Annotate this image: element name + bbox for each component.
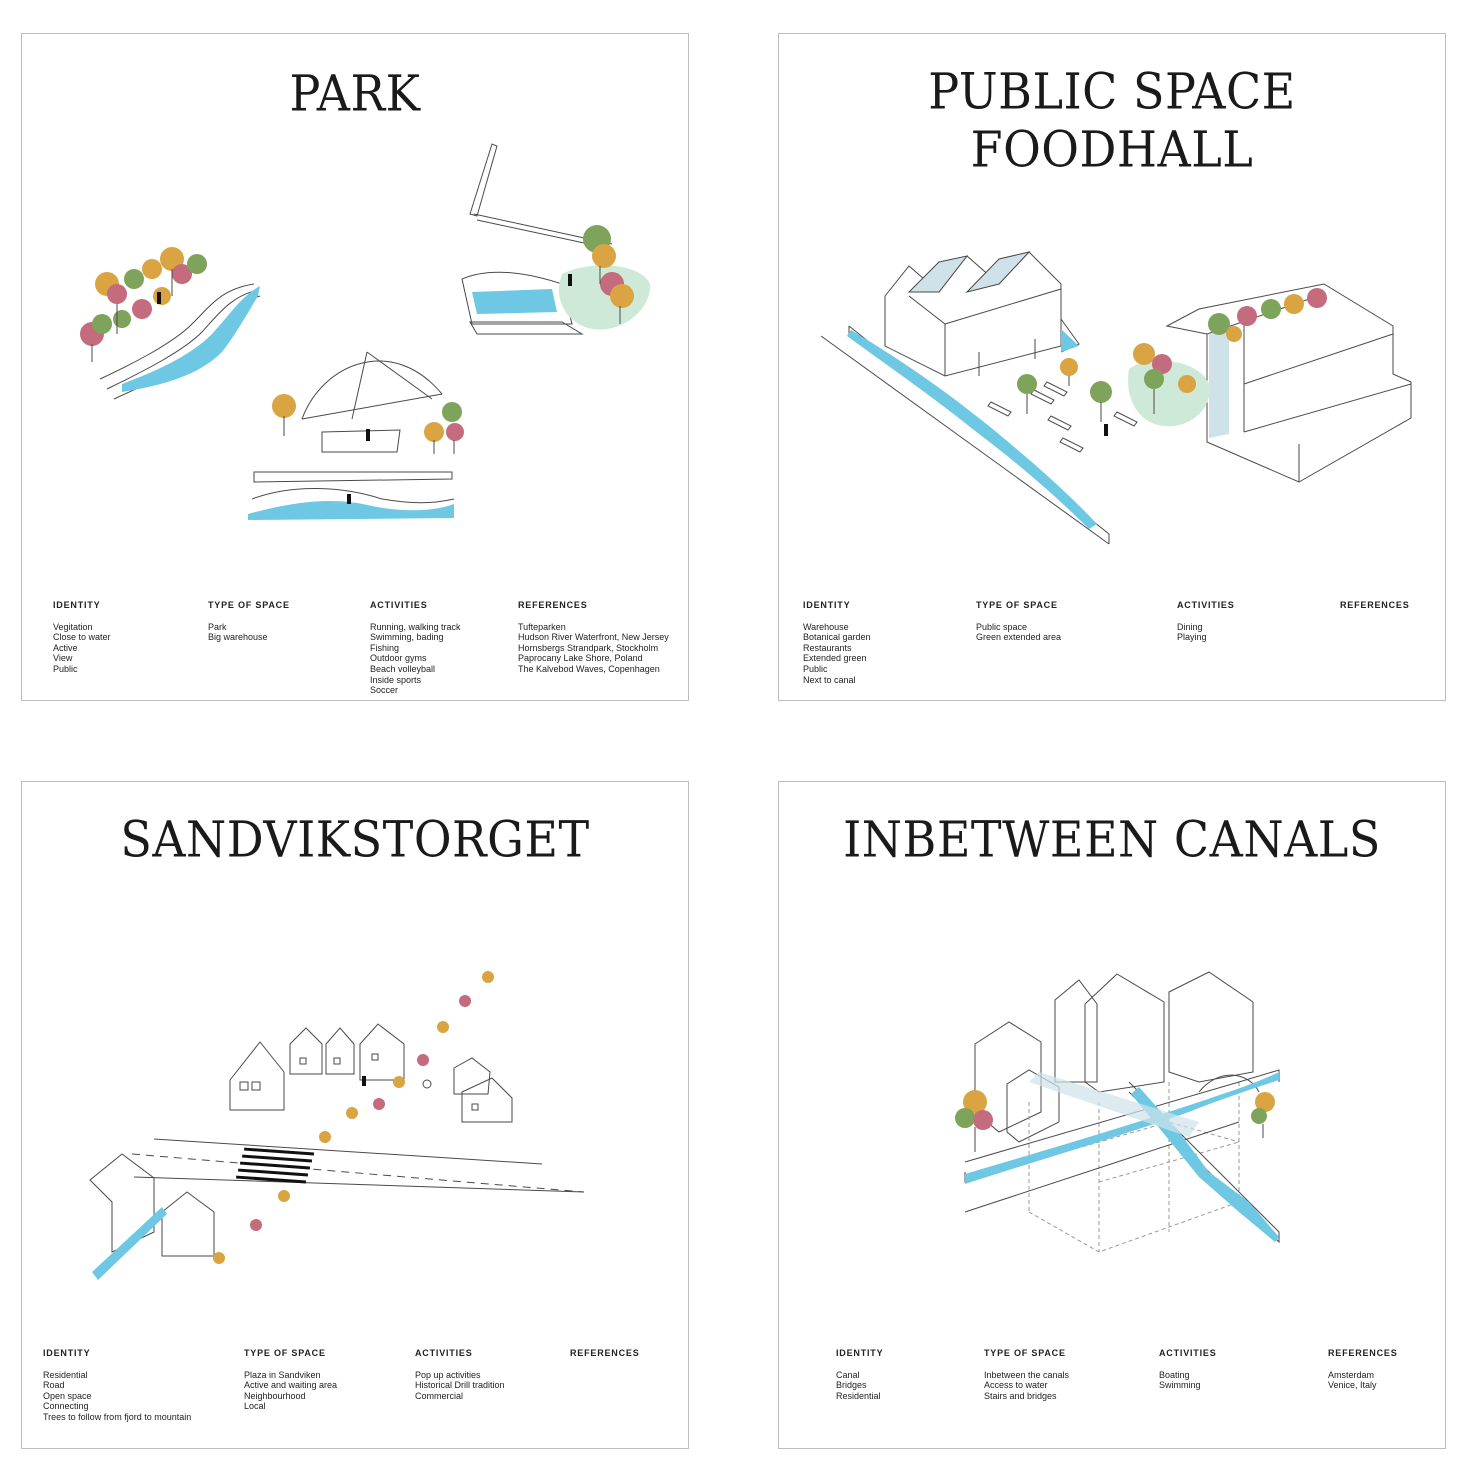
column-item: View [53,653,73,664]
warehouse-left [885,252,1079,376]
houses-lower [90,1154,214,1256]
column-item: Hornsbergs Strandpark, Stockholm [518,642,659,653]
column-head: REFERENCES [1328,1348,1398,1358]
column-head: ACTIVITIES [370,600,428,610]
column-item: Outdoor gyms [370,653,427,664]
column-activities [1159,1348,1217,1391]
dome-structure [302,352,442,452]
column-item: Warehouse [803,621,849,632]
column-item: Inside sports [370,674,422,685]
column-item: Public space [976,621,1028,632]
column-item: Trees to follow from fjord to mountain [43,1411,192,1422]
column-identity [53,600,111,675]
column-item: Inbetween the canals [984,1369,1070,1380]
column-references [570,1348,640,1370]
column-item: Green extended area [976,632,1062,643]
column-item: Commercial [415,1390,464,1401]
column-type-of-space [208,600,290,643]
panel-public-space-foodhall [778,33,1446,701]
column-head: TYPE OF SPACE [976,600,1058,610]
road [132,1139,584,1192]
houses-upper [230,1024,512,1122]
column-item: Plaza in Sandviken [244,1369,321,1380]
panel-title-line-2: FOODHALL [970,119,1254,179]
column-item: The Kalvebod Waves, Copenhagen [518,663,660,674]
column-references [1340,600,1410,622]
column-item: Beach volleyball [370,663,436,674]
column-item: Paprocany Lake Shore, Poland [518,653,643,664]
column-type-of-space [244,1348,337,1412]
column-item: Big warehouse [208,632,268,643]
park-illustration [22,34,690,594]
column-item: Local [244,1401,266,1412]
foodhall-illustration [779,34,1447,594]
column-item: Next to canal [803,674,856,685]
column-item: Public [53,663,78,674]
fjord-water [92,1207,167,1280]
column-head: ACTIVITIES [415,1348,473,1358]
column-identity [43,1348,191,1423]
column-head: ACTIVITIES [1177,600,1235,610]
column-head: REFERENCES [570,1348,640,1358]
column-head: IDENTITY [53,600,101,610]
column-item: Public [803,663,828,674]
column-item: Pop up activities [415,1369,481,1380]
column-activities [415,1348,505,1401]
column-head: IDENTITY [836,1348,884,1358]
column-identity [836,1348,883,1401]
column-item: Botanical garden [803,632,871,643]
park-water-right [472,289,557,314]
column-item: Park [208,621,227,632]
column-item: Active and waiting area [244,1380,338,1391]
column-item: Extended green [803,653,867,664]
panel-inbetween-canals [778,781,1446,1449]
trees-path [213,971,494,1264]
column-item: Tufteparken [518,621,566,632]
crosswalk [236,1148,314,1184]
panel-sandvikstorget [21,781,689,1449]
column-item: Restaurants [803,642,852,653]
column-head: REFERENCES [1340,600,1410,610]
column-head: TYPE OF SPACE [244,1348,326,1358]
column-item: Historical Drill tradition [415,1380,505,1391]
column-head: REFERENCES [518,600,588,610]
column-item: Fishing [370,642,400,653]
column-item: Residential [43,1369,88,1380]
column-item: Soccer [370,685,399,696]
column-type-of-space [976,600,1061,643]
column-activities [370,600,461,696]
column-item: Playing [1177,632,1207,643]
column-item: Active [53,642,78,653]
column-item: Vegitation [53,621,93,632]
panel-title: SANDVIKSTORGET [120,809,590,869]
tree-cluster-left [80,247,207,362]
column-identity [803,600,871,685]
trees-dome [272,394,464,454]
column-head: IDENTITY [803,600,851,610]
column-head: ACTIVITIES [1159,1348,1217,1358]
column-head: TYPE OF SPACE [208,600,290,610]
canals-illustration [779,782,1447,1342]
canal-houses [975,972,1253,1142]
panel-title: PARK [289,63,421,123]
panel-park [21,33,689,701]
column-item: Close to water [53,632,111,643]
column-item: Residential [836,1390,881,1401]
column-item: Open space [43,1390,92,1401]
column-item: Boating [1159,1369,1190,1380]
waves-structure [252,472,454,503]
column-item: Access to water [984,1380,1048,1391]
panel-title: PUBLIC SPACE [928,61,1296,121]
column-item: Canal [836,1369,860,1380]
column-item: Venice, Italy [1328,1380,1377,1391]
column-type-of-space [984,1348,1069,1401]
column-item: Running, walking track [370,621,461,632]
column-activities [1177,600,1235,643]
column-item: Bridges [836,1380,867,1391]
column-item: Swimming, bading [370,632,444,643]
column-item: Hudson River Waterfront, New Jersey [518,632,669,643]
column-references [1328,1348,1398,1391]
canal-water [847,330,1097,529]
column-item: Stairs and bridges [984,1390,1057,1401]
column-item: Neighbourhood [244,1390,306,1401]
column-item: Swimming [1159,1380,1201,1391]
column-item: Road [43,1380,65,1391]
column-item: Dining [1177,621,1203,632]
column-head: IDENTITY [43,1348,91,1358]
column-item: Amsterdam [1328,1369,1375,1380]
benches [988,382,1137,452]
sandvikstorget-illustration [22,782,690,1342]
column-head: TYPE OF SPACE [984,1348,1066,1358]
panel-title: INBETWEEN CANALS [843,809,1381,869]
column-references [518,600,669,675]
column-item: Connecting [43,1401,89,1412]
